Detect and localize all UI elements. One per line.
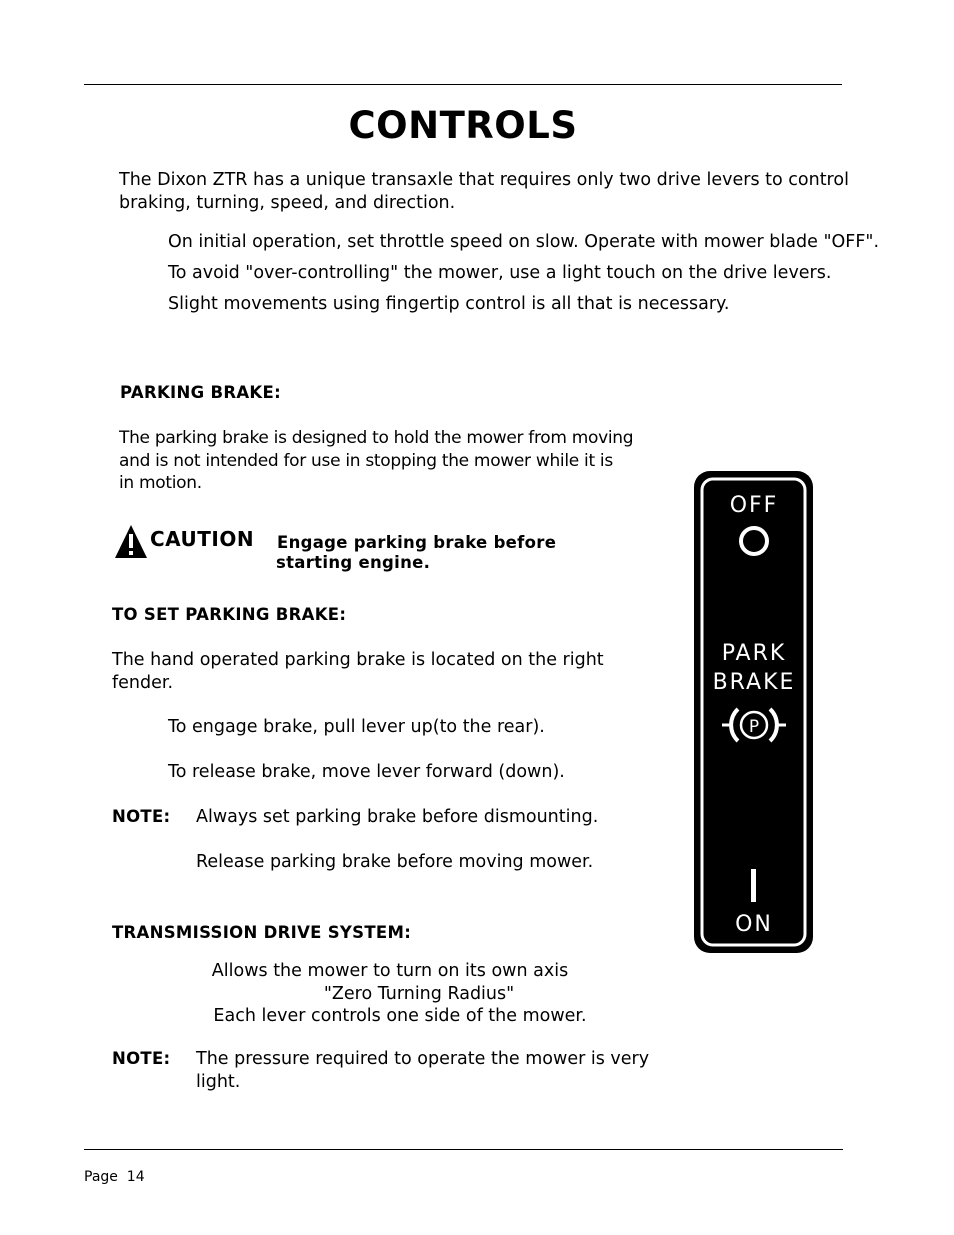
parking-brake-desc-2: and is not intended for use in stopping the mower while it is — [119, 451, 613, 471]
note-2-line-1: The pressure required to operate the mower is very — [196, 1049, 650, 1069]
note-1-line-2: Release parking brake before moving mower. — [196, 852, 594, 872]
tip-3: Slight movements using fingertip control is all that is necessary. — [168, 294, 730, 314]
caution-warning-icon — [113, 523, 149, 560]
set-brake-heading: TO SET PARKING BRAKE: — [112, 605, 347, 624]
on-bar-icon — [751, 869, 756, 902]
tip-2: To avoid "over-controlling" the mower, use a light touch on the drive levers. — [168, 263, 832, 283]
transmission-heading: TRANSMISSION DRIVE SYSTEM: — [112, 923, 412, 942]
caution-label: CAUTION — [150, 527, 255, 551]
parking-brake-heading: PARKING BRAKE: — [120, 383, 281, 402]
intro-line-2: braking, turning, speed, and direction. — [119, 193, 456, 213]
transmission-line-3: Each lever controls one side of the mower. — [213, 1006, 587, 1026]
park-brake-decal — [694, 471, 813, 953]
page-number: Page 14 — [84, 1169, 145, 1185]
transmission-line-2: "Zero Turning Radius" — [323, 984, 515, 1004]
decal-off-label: OFF — [729, 493, 779, 518]
decal-p-symbol: P — [748, 717, 760, 737]
set-brake-line-1: The hand operated parking brake is located on the right — [112, 650, 604, 670]
tip-1: On initial operation, set throttle speed on slow. Operate with mower blade "OFF". — [168, 232, 880, 252]
decal-park-label: PARK — [721, 641, 787, 666]
transmission-line-1: Allows the mower to turn on its own axis — [211, 961, 569, 981]
decal-on-label: ON — [735, 912, 773, 937]
note-2-label: NOTE: — [112, 1049, 171, 1068]
top-rule — [84, 84, 842, 85]
decal-brake-label: BRAKE — [712, 670, 796, 695]
parking-brake-desc-1: The parking brake is designed to hold the mower from moving — [119, 428, 634, 448]
note-2-line-2: light. — [196, 1072, 241, 1092]
intro-line-1: The Dixon ZTR has a unique transaxle that requires only two drive levers to control — [119, 170, 849, 190]
engage-brake-text: To engage brake, pull lever up(to the rear). — [168, 717, 545, 737]
note-1-label: NOTE: — [112, 807, 171, 826]
release-brake-text: To release brake, move lever forward (down). — [168, 762, 565, 782]
note-1-line-1: Always set parking brake before dismounting. — [196, 807, 599, 827]
bottom-rule — [84, 1149, 843, 1150]
caution-text-2: starting engine. — [276, 553, 431, 572]
park-brake-decal-graphic — [694, 471, 813, 953]
caution-text-1: Engage parking brake before — [277, 533, 557, 552]
set-brake-line-2: fender. — [112, 673, 174, 693]
parking-brake-desc-3: in motion. — [119, 473, 202, 493]
page-title: CONTROLS — [348, 104, 578, 147]
